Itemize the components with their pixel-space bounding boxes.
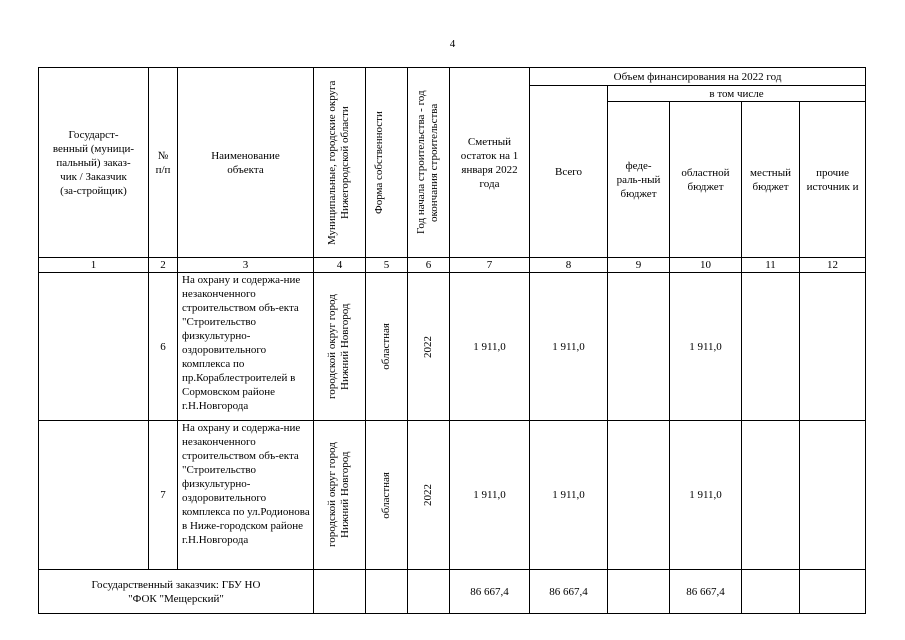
header-ownership: Форма собственности — [366, 68, 408, 258]
row-total: 1 911,0 — [530, 421, 608, 570]
col-num-9: 9 — [608, 258, 670, 273]
row-ownership: областная — [366, 421, 408, 570]
total-empty-5 — [366, 570, 408, 614]
total-empty-6 — [408, 570, 450, 614]
col-num-5: 5 — [366, 258, 408, 273]
row-num: 6 — [149, 273, 178, 421]
financing-table — [38, 67, 866, 614]
header-other: прочие источник и — [800, 102, 866, 258]
col-num-1: 1 — [39, 258, 149, 273]
row-federal — [608, 273, 670, 421]
row-customer-cell — [39, 273, 149, 421]
header-federal: феде-раль-ный бюджет — [608, 102, 670, 258]
header-years: Год начала строительства - год окончания строительства — [408, 68, 450, 258]
row-local — [742, 421, 800, 570]
row-regional: 1 911,0 — [670, 273, 742, 421]
row-year: 2022 — [408, 421, 450, 570]
header-object-name: Наименование объекта — [178, 68, 314, 258]
header-municipality: Муниципальные, городские округа Нижегородской области — [314, 68, 366, 258]
total-total: 86 667,4 — [530, 570, 608, 614]
total-federal — [608, 570, 670, 614]
row-customer-cell — [39, 421, 149, 570]
row-ownership: областная — [366, 273, 408, 421]
header-num: № п/п — [149, 68, 178, 258]
row-municipality: городской округ город Нижний Новгород — [314, 421, 366, 570]
row-local — [742, 273, 800, 421]
col-num-12: 12 — [800, 258, 866, 273]
total-estimate: 86 667,4 — [450, 570, 530, 614]
header-total: Всего — [530, 86, 608, 258]
row-regional: 1 911,0 — [670, 421, 742, 570]
row-object-name: На охрану и содержа-ние незаконченного строительством объ-екта "Строительство физкультурно-оздоровительного комплекса по ул.Родионова в Ниже-городском районе г.Н.Новгорода — [178, 421, 314, 570]
col-num-10: 10 — [670, 258, 742, 273]
header-customer: Государст-венный (муници-пальный) заказ-чик / Заказчик (за-стройщик) — [39, 68, 149, 258]
row-estimate: 1 911,0 — [450, 273, 530, 421]
header-local: местный бюджет — [742, 102, 800, 258]
total-row — [39, 570, 866, 614]
row-estimate: 1 911,0 — [450, 421, 530, 570]
col-num-4: 4 — [314, 258, 366, 273]
total-empty-4 — [314, 570, 366, 614]
row-municipality: городской округ город Нижний Новгород — [314, 273, 366, 421]
row-year: 2022 — [408, 273, 450, 421]
col-num-3: 3 — [178, 258, 314, 273]
table-row — [39, 273, 866, 421]
row-total: 1 911,0 — [530, 273, 608, 421]
page-number: 4 — [449, 38, 456, 50]
header-regional: областной бюджет — [670, 102, 742, 258]
row-federal — [608, 421, 670, 570]
row-object-name: На охрану и содержа-ние незаконченного строительством объ-екта "Строительство физкультурно-оздоровительного комплекса по пр.Кораблестроителей в Сормовском районе г.Н.Новгорода — [178, 273, 314, 421]
col-num-11: 11 — [742, 258, 800, 273]
col-num-2: 2 — [149, 258, 178, 273]
total-label: Государственный заказчик: ГБУ НО "ФОК "Мещерский" — [39, 570, 314, 614]
table-row — [39, 421, 866, 570]
col-num-6: 6 — [408, 258, 450, 273]
row-other — [800, 421, 866, 570]
row-other — [800, 273, 866, 421]
header-financing: Объем финансирования на 2022 год — [530, 68, 866, 86]
col-num-7: 7 — [450, 258, 530, 273]
total-regional: 86 667,4 — [670, 570, 742, 614]
header-including: в том числе — [608, 86, 866, 102]
total-local — [742, 570, 800, 614]
total-other — [800, 570, 866, 614]
row-num: 7 — [149, 421, 178, 570]
header-estimate: Сметный остаток на 1 января 2022 года — [450, 68, 530, 258]
col-num-8: 8 — [530, 258, 608, 273]
